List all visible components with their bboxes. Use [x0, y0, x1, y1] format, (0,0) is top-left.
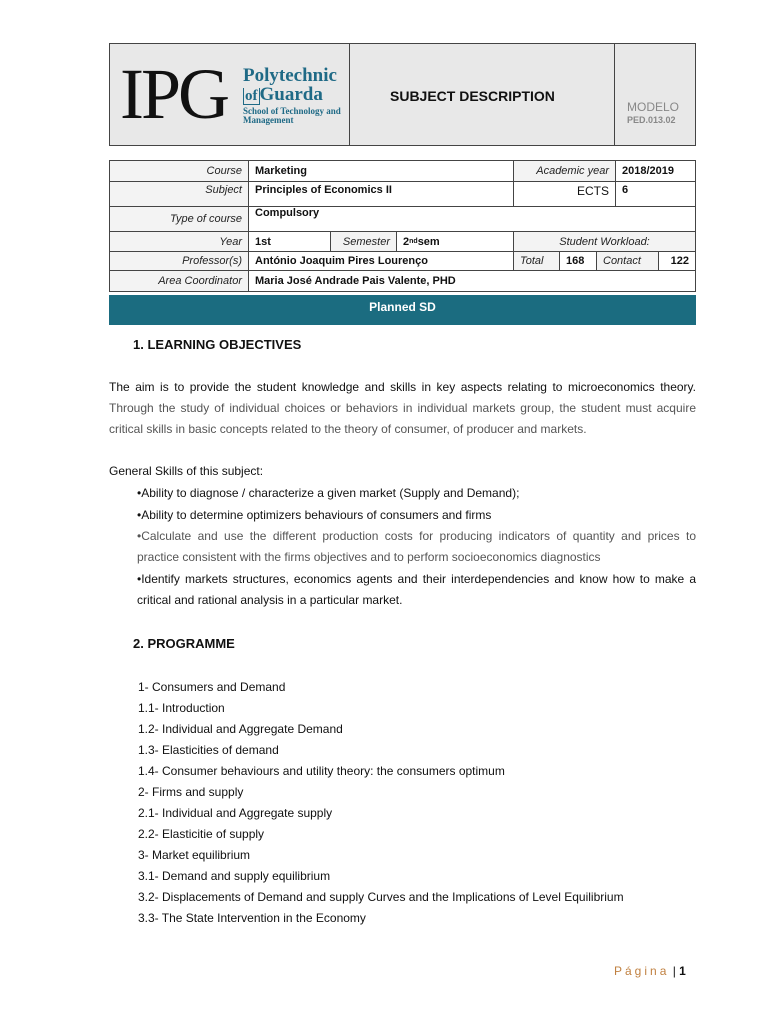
bullet-text: Calculate and use the different production costs for producing indicators of quantity and prices to practice consistent with the firms objectives and to perform socioeconomics diagnostics: [137, 529, 696, 564]
row-subject: [110, 182, 695, 207]
list-item: 1- Consumers and Demand: [138, 680, 286, 694]
document-header: [109, 43, 696, 146]
programme-list: [138, 677, 624, 929]
year-label: Year: [110, 232, 248, 251]
year-value: 1st: [248, 232, 330, 251]
page-number: 1: [679, 964, 686, 978]
skills-title: General Skills of this subject:: [109, 464, 264, 478]
type-label: Type of course: [110, 207, 248, 231]
list-item: 1.2- Individual and Aggregate Demand: [138, 722, 343, 736]
row-year: [110, 232, 695, 252]
academic-year-value: 2018/2019: [615, 161, 695, 181]
learning-objectives-heading: 1. LEARNING OBJECTIVES: [133, 337, 302, 352]
logo-of: of: [245, 88, 258, 104]
course-label: Course: [110, 161, 248, 181]
bullet-item: •Ability to diagnose / characterize a given market (Supply and Demand);: [137, 486, 520, 500]
list-item: 1.1- Introduction: [138, 701, 225, 715]
logo-guarda-word: Guarda: [259, 84, 323, 105]
model-label: MODELO: [627, 100, 680, 114]
list-item: 3.2- Displacements of Demand and supply Curves and the Implications of Level Equilibrium: [138, 890, 624, 904]
bullet-text: Ability to determine optimizers behaviours of consumers and firms: [141, 508, 492, 522]
semester-value: [396, 232, 513, 251]
objectives-intro: [109, 377, 696, 440]
title-cell: [349, 44, 615, 145]
bullet-item: •Identify markets structures, economics agents and their interdependencies and know how to make a critical and rational analysis in a particular market.: [137, 572, 696, 607]
list-item: 1.4- Consumer behaviours and utility theory: the consumers optimum: [138, 764, 505, 778]
subject-info-table: [109, 160, 696, 292]
logo-school: School of Technology and Management: [243, 106, 341, 125]
ipg-logo: [110, 44, 350, 145]
page-label: Página: [614, 964, 670, 978]
list-item: 1.3- Elasticities of demand: [138, 743, 279, 757]
model-code: PED.013.02: [627, 115, 676, 125]
ects-value: 6: [615, 182, 695, 206]
list-item: 2.2- Elasticitie of supply: [138, 827, 265, 841]
bullet-item: •Ability to determine optimizers behaviours of consumers and firms: [137, 508, 492, 522]
bullet-text: Ability to diagnose / characterize a given market (Supply and Demand);: [141, 486, 520, 500]
row-coordinator: [110, 271, 695, 291]
row-course: [110, 161, 695, 182]
logo-ipg-text: IPG: [120, 54, 228, 134]
semester-label: Semester: [330, 232, 396, 251]
course-value: Marketing: [248, 161, 513, 181]
row-type: [110, 207, 695, 232]
list-item: 3- Market equilibrium: [138, 848, 251, 862]
list-item: 2- Firms and supply: [138, 785, 244, 799]
academic-year-label: Academic year: [513, 161, 615, 181]
page-footer: [614, 964, 686, 978]
planned-sd-bar: Planned SD: [109, 295, 696, 325]
intro-grey-text: Through the study of individual choices or behaviors in individual markets group, the student must acquire critical skills in basic concepts related to the theory of consumer, of producer and markets.: [109, 401, 696, 436]
total-label: Total: [513, 252, 559, 270]
page-title: SUBJECT DESCRIPTION: [390, 88, 555, 104]
total-value: 168: [559, 252, 596, 270]
semester-suffix: nd: [409, 238, 418, 245]
semester-number: 2: [403, 235, 410, 248]
logo-guarda: [243, 85, 323, 106]
coordinator-label: Area Coordinator: [110, 271, 248, 291]
professor-value: António Joaquim Pires Lourenço: [248, 252, 513, 270]
bullet-text: Identify markets structures, economics agents and their interdependencies and know how to make a critical and rational analysis in a particular market.: [137, 572, 696, 607]
type-value: Compulsory: [248, 207, 695, 231]
ects-label: ECTS: [513, 182, 615, 206]
bullet-item: •Calculate and use the different production costs for producing indicators of quantity and prices to practice consistent with the firms objectives and to perform socioeconomics diagnostics: [137, 529, 696, 564]
professor-label: Professor(s): [110, 252, 248, 270]
model-cell: [614, 44, 695, 145]
list-item: 3.3- The State Intervention in the Economy: [138, 911, 366, 925]
intro-black-text: The aim is to provide the student knowledge and skills in key aspects relating to microeconomics theory.: [109, 380, 696, 394]
list-item: 3.1- Demand and supply equilibrium: [138, 869, 331, 883]
logo-polytechnic: Polytechnic: [243, 65, 337, 86]
list-item: 2.1- Individual and Aggregate supply: [138, 806, 333, 820]
coordinator-value: Maria José Andrade Pais Valente, PHD: [248, 271, 695, 291]
programme-heading: 2. PROGRAMME: [133, 636, 235, 651]
workload-label: Student Workload:: [513, 232, 695, 251]
contact-value: 122: [658, 252, 695, 270]
page-separator: |: [669, 964, 676, 978]
contact-label: Contact: [596, 252, 658, 270]
semester-rest: sem: [417, 235, 440, 248]
subject-label: Subject: [110, 182, 248, 206]
row-professor: [110, 252, 695, 271]
subject-value: Principles of Economics II: [248, 182, 513, 206]
